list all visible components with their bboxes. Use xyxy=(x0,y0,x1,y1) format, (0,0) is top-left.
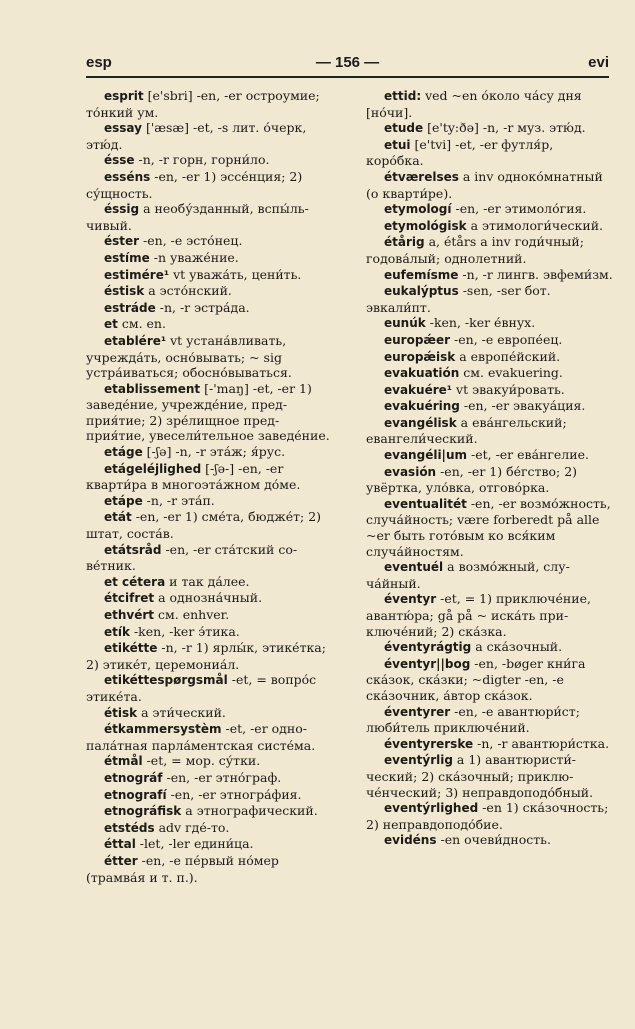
dictionary-entry xyxy=(86,542,333,574)
entry-definition: a эти́ческий. xyxy=(137,704,226,720)
dictionary-entry xyxy=(86,88,333,120)
entry-definition: a этнографический. xyxy=(181,803,318,819)
dictionary-entry xyxy=(366,656,613,704)
entry-definition: -n, -r эта́п. xyxy=(142,492,215,508)
entry-headword: evangélisk xyxy=(384,415,457,430)
entry-headword: etnográfisk xyxy=(104,804,182,819)
entry-definition: a ева́нгельский; евангели́ческий. xyxy=(366,414,567,447)
dictionary-entry xyxy=(86,721,333,753)
entry-headword: éventyr xyxy=(384,592,437,607)
dictionary-entry xyxy=(86,300,333,317)
dictionary-entry xyxy=(86,770,333,787)
dictionary-entry xyxy=(86,120,333,152)
dictionary-entry xyxy=(86,333,333,381)
dictionary-entry xyxy=(86,624,333,641)
dictionary-entry xyxy=(366,315,613,332)
entry-definition: -ken, -ker е́внух. xyxy=(425,315,536,331)
dictionary-entry xyxy=(366,447,613,464)
dictionary-entry xyxy=(86,853,333,885)
entry-definition: -en, -e пе́рвый но́мер (трамва́я и т. п.). xyxy=(86,852,279,885)
dictionary-entry xyxy=(366,800,613,832)
entry-definition: a эсто́нский. xyxy=(144,283,232,299)
left-column xyxy=(86,88,333,885)
entry-definition: -en 1) ска́зочность; 2) неправдоподо́бие. xyxy=(366,800,609,832)
entry-headword: étværelses xyxy=(384,169,459,184)
dictionary-entry xyxy=(366,283,613,315)
dictionary-entry xyxy=(86,787,333,804)
entry-headword: ettid: xyxy=(384,89,422,103)
entry-definition: и так да́лее. xyxy=(165,573,250,589)
dictionary-entry xyxy=(86,640,333,672)
header-right-guideword: evi xyxy=(588,54,609,71)
header-left-guideword: esp xyxy=(86,54,112,71)
dictionary-entry xyxy=(366,267,613,284)
entry-headword: éster xyxy=(104,234,140,249)
entry-definition: adv где́-то. xyxy=(154,819,230,835)
entry-headword: europǽisk xyxy=(384,349,456,364)
entry-definition: [e'ty:ðə] -n, -r муз. этю́д. xyxy=(423,120,586,136)
entry-headword: étårig xyxy=(384,235,425,250)
entry-headword: estíme xyxy=(104,250,150,265)
entry-definition: -et, = мор. су́тки. xyxy=(142,753,261,769)
dictionary-entry xyxy=(86,283,333,300)
entry-headword: evasión xyxy=(384,464,437,479)
entry-definition: -n уваже́ние. xyxy=(149,249,239,265)
dictionary-entry xyxy=(366,398,613,415)
entry-headword: étmål xyxy=(104,754,143,769)
entry-headword: evakuatión xyxy=(384,366,460,381)
dictionary-entry xyxy=(86,836,333,853)
entry-definition: -en, -bøger кни́га ска́зок, ска́зки; ~digter -en, -e ска́зочник, а́втор ска́зок. xyxy=(366,655,586,703)
entry-definition: -ken, -ker э́тика. xyxy=(129,623,240,639)
entry-headword: eventualitét xyxy=(384,496,467,511)
entry-definition: -n, -r горн, горни́ло. xyxy=(134,152,270,168)
entry-definition: -n, -r авантюри́стка. xyxy=(473,735,610,751)
dictionary-entry xyxy=(366,332,613,349)
entry-definition: -let, -ler едини́ца. xyxy=(135,836,254,852)
entry-definition: a возмо́жный, случа́йный. xyxy=(366,559,570,591)
dictionary-entry xyxy=(366,169,613,201)
entry-headword: evakuéring xyxy=(384,399,460,414)
entry-definition: a, étårs a inv годи́чный; годова́лый; однолeтний. xyxy=(366,234,584,266)
entry-headword: etymologí xyxy=(384,202,452,217)
entry-definition: см. en. xyxy=(117,316,166,332)
dictionary-entry xyxy=(366,234,613,266)
page-header xyxy=(86,54,609,74)
entry-headword: etude xyxy=(384,121,424,136)
dictionary-entry xyxy=(86,705,333,722)
dictionary-entry xyxy=(86,152,333,169)
dictionary-entry xyxy=(366,201,613,218)
dictionary-entry xyxy=(366,365,613,382)
dictionary-entry xyxy=(86,267,333,284)
dictionary-entry xyxy=(86,820,333,837)
dictionary-entry xyxy=(86,493,333,510)
entry-definition: -en, -e эсто́нец. xyxy=(139,233,243,249)
entry-definition: -en, -e авантюри́ст; люби́тель приключе́ний. xyxy=(366,703,580,736)
entry-definition: ved ~en о́коло ча́су дня [но́чи]. xyxy=(366,88,582,120)
entry-definition: [e'tvi] -et, -er футля́р, коро́бка. xyxy=(366,136,554,169)
entry-definition: -en, -e европе́ец. xyxy=(450,331,563,347)
dictionary-entry xyxy=(366,736,613,753)
entry-headword: etablére¹ xyxy=(104,333,167,348)
entry-headword: éventyrerske xyxy=(384,736,474,751)
entry-headword: etikétte xyxy=(104,641,158,656)
dictionary-entry xyxy=(366,704,613,736)
page-number: — 156 — xyxy=(315,54,380,71)
entry-definition: -en, -er этногра́фия. xyxy=(166,786,302,802)
entry-headword: et xyxy=(104,317,118,332)
entry-definition: [-ʃə-] -en, -er кварти́ра в многоэта́жном до́ме. xyxy=(86,460,301,493)
entry-headword: éttal xyxy=(104,837,136,852)
entry-definition: vt устана́вливать, учрежда́ть, осно́вывать; ~ sig устра́иваться; обосно́вываться. xyxy=(86,332,292,381)
entry-definition: a inv однoко́мнатный (о кварти́ре). xyxy=(366,168,603,201)
entry-headword: éventyr||bog xyxy=(384,656,471,671)
dictionary-entry xyxy=(86,381,333,444)
dictionary-entry xyxy=(366,496,613,559)
entry-definition: -en, -er этимоло́гия. xyxy=(451,201,587,217)
entry-headword: estráde xyxy=(104,300,156,315)
dictionary-entry xyxy=(86,233,333,250)
dictionary-entry xyxy=(86,607,333,624)
dictionary-entry xyxy=(366,120,613,137)
dictionary-entry xyxy=(366,832,613,849)
dictionary-entry xyxy=(86,169,333,201)
entry-definition: -en очеви́дность. xyxy=(436,832,551,848)
entry-definition: a необу́зданный, вспы́льчивый. xyxy=(86,201,309,233)
entry-definition: см. evakuering. xyxy=(459,365,563,381)
dictionary-entry xyxy=(86,444,333,461)
dictionary-entry xyxy=(366,591,613,639)
entry-headword: etátsråd xyxy=(104,542,162,557)
dictionary-entry xyxy=(366,88,613,120)
entry-headword: etnográf xyxy=(104,770,163,785)
entry-definition: -en, -er 1) эссе́нция; 2) су́щность. xyxy=(86,168,303,201)
dictionary-entry xyxy=(366,382,613,399)
entry-headword: et cétera xyxy=(104,574,166,589)
entry-headword: éventyrer xyxy=(384,704,451,719)
entry-headword: etáge xyxy=(104,445,143,460)
entry-headword: evangéli|um xyxy=(384,448,467,463)
entry-headword: etui xyxy=(384,137,411,152)
entry-headword: éssig xyxy=(104,202,140,217)
dictionary-entry xyxy=(366,559,613,591)
entry-definition: -en, -er этно́граф. xyxy=(162,769,282,785)
entry-headword: etikéttespørgsmål xyxy=(104,673,228,688)
dictionary-entry xyxy=(86,590,333,607)
dictionary-entry xyxy=(366,752,613,800)
entry-definition: -en, -er 1) сме́та, бюдже́т; 2) штат, соста́в. xyxy=(86,509,322,542)
entry-definition: -sen, -ser бот. эвкали́пт. xyxy=(366,283,551,315)
entry-headword: etstéds xyxy=(104,820,155,835)
entry-definition: [e'sbri] -en, -er остроумие; то́нкий ум. xyxy=(86,88,320,120)
dictionary-entry xyxy=(366,464,613,496)
entry-definition: -et, = 1) приключе́ние, авантю́ра; gå på ~ иска́ть приключе́ний; 2) ска́зка. xyxy=(366,591,591,639)
entry-definition: см. enhver. xyxy=(154,607,230,622)
entry-headword: étisk xyxy=(104,705,138,720)
entry-headword: esséns xyxy=(104,169,151,184)
entry-definition: vt эвакуи́ровать. xyxy=(452,381,565,397)
dictionary-entry xyxy=(86,201,333,233)
entry-definition: a европе́йский. xyxy=(455,348,561,364)
entry-headword: eukalýptus xyxy=(384,284,459,299)
entry-definition: a 1) авантюристи́ческий; 2) ска́зочный; приключе́нческий; 3) неправдоподо́бный. xyxy=(366,752,594,800)
entry-definition: -et, = вопро́с этике́та. xyxy=(86,672,317,704)
entry-headword: eventýrlig xyxy=(384,753,453,768)
entry-definition: -n, -r лингв. эвфеми́зм. xyxy=(458,266,613,282)
entry-headword: éventyrágtig xyxy=(384,640,472,655)
entry-headword: etát xyxy=(104,510,132,525)
entry-headword: ésse xyxy=(104,153,135,168)
entry-headword: étkammersystèm xyxy=(104,722,222,737)
dictionary-entry xyxy=(366,137,613,169)
right-column xyxy=(366,88,613,849)
entry-definition: -en, -er ста́тский сове́тник. xyxy=(86,541,298,574)
entry-definition: -en, -er 1) бе́гство; 2) увёртка, уло́вка, отгово́рка. xyxy=(366,463,578,496)
entry-definition: -et, -er однопала́тная парла́ментская систе́ма. xyxy=(86,721,316,753)
entry-headword: étter xyxy=(104,853,138,868)
entry-definition: [-'maŋ] -et, -er 1) заведе́ние, учрежде́ние, предприя́тие; 2) зре́лищное предприя́тие, увесели́тельное заведе́ние. xyxy=(86,380,330,444)
entry-definition: -en, -er возмо́жность, случа́йность; være forberedt på alle ~er быть гото́вым ко вся́ким случа́йностям. xyxy=(366,495,611,559)
dictionary-entry xyxy=(86,250,333,267)
entry-headword: evakuére¹ xyxy=(384,382,453,397)
entry-headword: etápe xyxy=(104,493,143,508)
dictionary-entry xyxy=(86,509,333,541)
dictionary-entry xyxy=(86,461,333,493)
entry-definition: ['æsæ] -et, -s лит. о́черк, этю́д. xyxy=(86,120,307,152)
dictionary-entry xyxy=(366,349,613,366)
entry-definition: a однозна́чный. xyxy=(154,590,263,606)
entry-headword: etík xyxy=(104,624,130,639)
entry-headword: eufemísme xyxy=(384,267,459,282)
entry-definition: a ска́зочный. xyxy=(471,639,563,655)
entry-headword: eunúk xyxy=(384,316,426,331)
entry-headword: etnografí xyxy=(104,787,167,802)
entry-definition: -en, -er эвакуа́ция. xyxy=(459,398,586,414)
entry-headword: éstisk xyxy=(104,284,145,299)
entry-definition: vt уважа́ть, цени́ть. xyxy=(169,266,302,282)
entry-headword: essay xyxy=(104,121,142,136)
dictionary-entry xyxy=(86,316,333,333)
entry-headword: eventuél xyxy=(384,560,444,575)
dictionary-entry xyxy=(86,753,333,770)
dictionary-entry xyxy=(366,218,613,235)
entry-headword: etymológisk xyxy=(384,218,467,233)
entry-headword: etablissement xyxy=(104,381,201,396)
entry-headword: eventýrlighed xyxy=(384,801,479,816)
entry-headword: europǽer xyxy=(384,332,451,347)
dictionary-entry xyxy=(86,672,333,704)
entry-headword: ethvért xyxy=(104,608,155,622)
entry-definition: -n, -r эстра́да. xyxy=(155,299,250,315)
entry-definition: a этимологи́ческий. xyxy=(466,217,603,233)
entry-headword: étcifret xyxy=(104,591,155,606)
entry-definition: [-ʃə] -n, -r эта́ж; я́рус. xyxy=(142,444,286,460)
dictionary-entry xyxy=(86,803,333,820)
entry-definition: -n, -r 1) ярлы́к, этике́тка; 2) этике́т, церемониа́л. xyxy=(86,640,326,672)
entry-headword: evidéns xyxy=(384,833,437,848)
dictionary-entry xyxy=(366,415,613,447)
dictionary-entry xyxy=(366,639,613,656)
entry-definition: -et, -er ева́нгелие. xyxy=(467,447,589,463)
entry-headword: esprit xyxy=(104,89,144,103)
entry-headword: etágeléjlighed xyxy=(104,461,202,476)
entry-headword: estimére¹ xyxy=(104,267,170,282)
header-rule xyxy=(86,76,609,78)
dictionary-entry xyxy=(86,574,333,591)
